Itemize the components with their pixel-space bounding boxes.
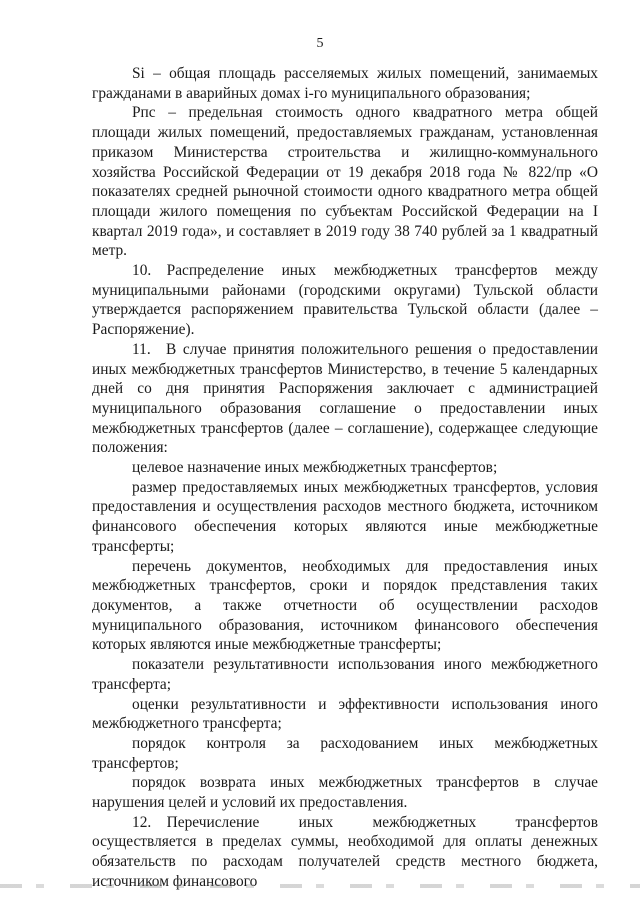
list-item-indicators: показатели результативности использования иного межбюджетного трансферта; [92, 656, 598, 693]
list-item-evaluation: оценки результативности и эффективности использования иного межбюджетного трансферта; [92, 695, 598, 733]
paragraph-11: 11. В случае принятия положительного решения о предоставлении иных межбюджетных трансфертов Министерство, в течение 5 календарных дней со дня принятия Распоряжения заключает с администрацией муниципального образования соглашение о предоставлении иных межбюджетных трансфертов (далее – соглашение), содержащее следующие положения: [92, 340, 598, 457]
paragraph-10: 10. Распределение иных межбюджетных трансфертов между муниципальными районами (городскими округами) Тульской области утверждается распоряжением правительства Тульской области (далее – Распоряжение). [92, 262, 598, 339]
list-item-purpose: целевое назначение иных межбюджетных трансфертов; [132, 459, 498, 477]
paragraph-si: Si – общая площадь расселяемых жилых помещений, занимаемых гражданами в аварийных домах i-го муниципального образования; [92, 65, 598, 102]
list-item-return: порядок возврата иных межбюджетных трансфертов в случае нарушения целей и условий их предоставления. [92, 774, 598, 812]
list-item-documents: перечень документов, необходимых для предоставления иных межбюджетных трансфертов, сроки и порядок представления таких документов, а также отчетности об осуществлении расходов муниципального образования, источником финансового обеспечения которых являются иные межбюджетные трансферты; [92, 557, 598, 654]
paragraph-pps: Pпс – предельная стоимость одного квадратного метра общей площади жилых помещений, предоставляемых гражданам, установленная приказом Министерства строительства и жилищно-коммунального хозяйства Российской Федерации от 19 декабря 2018 года № 822/пр «О показателях средней рыночной стоимости одного квадратного метра общей площади жилого помещения по субъектам Российской Федерации на I квартал 2019 года», и составляет в 2019 году 38 740 рублей за 1 квадратный метр. [92, 104, 598, 260]
page-number: 5 [316, 36, 324, 51]
document-body [92, 64, 598, 892]
scan-edge-artifact [0, 884, 640, 888]
paragraph-12: 12. Перечисление иных межбюджетных трансфертов осуществляется в пределах суммы, необходимой для оплаты денежных обязательств по расходам получателей средств местного бюджета, источником финансового [92, 813, 598, 890]
list-item-control: порядок контроля за расходованием иных межбюджетных трансфертов; [92, 734, 598, 772]
list-item-size: размер предоставляемых иных межбюджетных трансфертов, условия предоставления и осуществления расходов местного бюджета, источником финансового обеспечения которых являются иные межбюджетные трансферты; [92, 478, 598, 555]
